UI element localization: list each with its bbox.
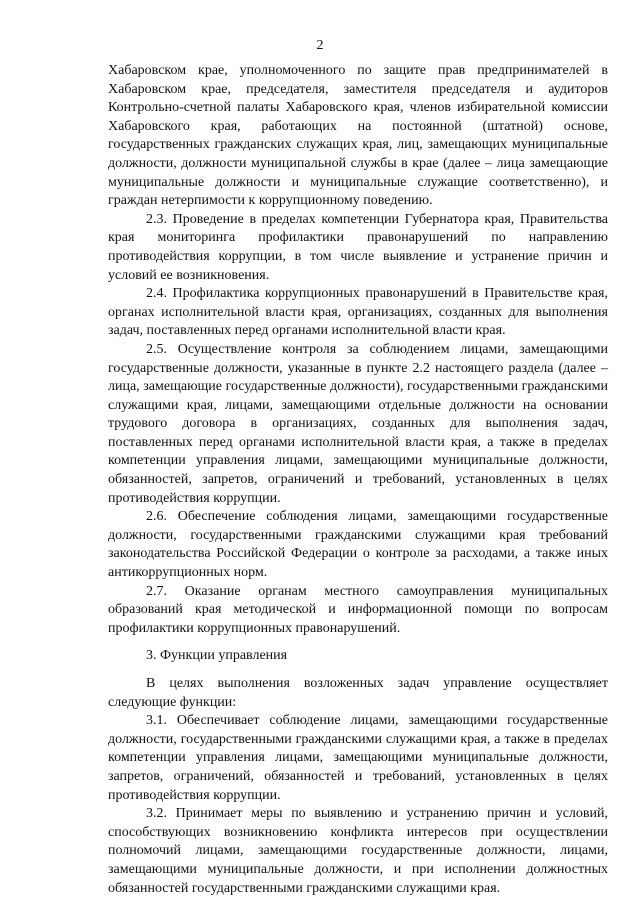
paragraph-3-1: 3.1. Обеспечивает соблюдение лицами, замещающими государственные должности, государственными гражданскими служащими края, а также в пределах компетенции управления лицами, замещающими муниципальные должности, запретов, ограничений, обязанностей и требований, установленных в целях противодействия коррупции. (108, 713, 608, 803)
paragraph-2-6: 2.6. Обеспечение соблюдения лицами, замещающими государственные должности, государственными гражданскими служащими края требований законодательства Российской Федерации о контроле за расходами, а также иных антикоррупционных норм. (108, 509, 608, 581)
section-intro: В целях выполнения возложенных задач управление осуществляет следующие функции: (108, 676, 608, 710)
paragraph-2-5: 2.5. Осуществление контроля за соблюдением лицами, замещающими государственные должности, указанные в пункте 2.2 настоящего раздела (далее – лица, замещающие государственные должности), государственными гражданскими служащими края, лицами, замещающими отдельные должности на основании трудового договора в организациях, созданных для выполнения задач, поставленных перед органами исполнительной власти края, а также в пределах компетенции управления лицами, замещающими муниципальные должности, обязанностей, запретов, ограничений и требований, установленных в целях противодействия коррупции. (108, 341, 608, 506)
paragraph-2-7: 2.7. Оказание органам местного самоуправления муниципальных образований края методической и информационной помощи по вопросам профилактики коррупционных правонарушений. (108, 583, 608, 636)
paragraph-3-2: 3.2. Принимает меры по выявлению и устранению причин и условий, способствующих возникновению конфликта интересов при осуществлении полномочий лицами, замещающими государственные должности, лицами, замещающими муниципальные должности, и при исполнении должностных обязанностей государственными гражданскими служащими края. (108, 806, 608, 896)
page-number: 2 (316, 38, 324, 53)
paragraph-2-3: 2.3. Проведение в пределах компетенции Губернатора края, Правительства края мониторинга профилактики правонарушений по направлению противодействия коррупции, в том числе выявление и устранение причин и условий ее возникновения. (108, 211, 608, 283)
paragraph-2-4: 2.4. Профилактика коррупционных правонарушений в Правительстве края, органах исполнительной власти края, организациях, созданных для выполнения задач, поставленных перед органами исполнительной власти края. (108, 286, 608, 339)
document-body (108, 62, 608, 898)
section-heading: 3. Функции управления (146, 648, 288, 664)
paragraph-continuation: Хабаровском крае, уполномоченного по защите прав предпринимателей в Хабаровском крае, председателя, заместителя председателя и аудиторов Контрольно-счетной палаты Хабаровского края, членов избирательной комиссии Хабаровского края, работающих на постоянной (штатной) основе, государственных гражданских служащих края, лиц, замещающих муниципальные должности, должности муниципальной службы в крае (далее – лица замещающие муниципальные должности и муниципальные служащие соответственно), и граждан нетерпимости к коррупционному поведению. (108, 63, 608, 209)
